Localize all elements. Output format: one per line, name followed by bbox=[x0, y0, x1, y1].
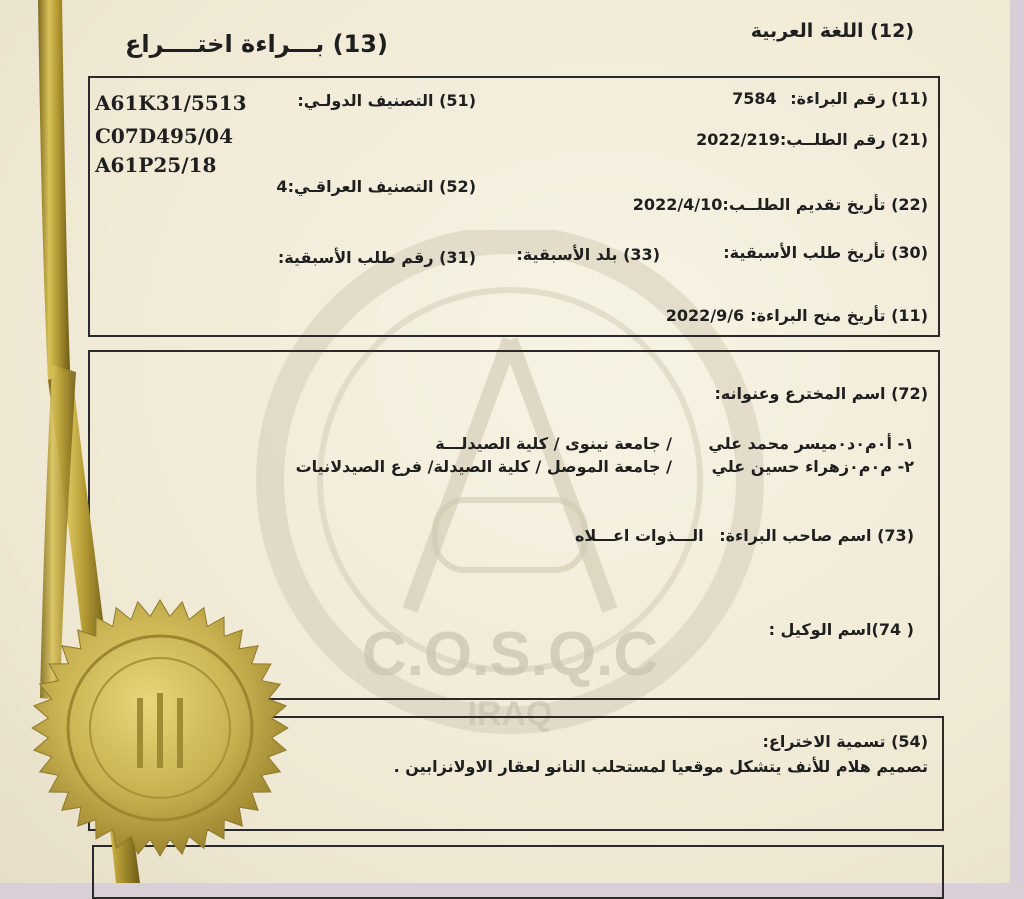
watermark-abbr: C.O.S.Q.C bbox=[361, 620, 659, 689]
owner-value: الـــذوات اعـــلاه bbox=[574, 526, 704, 545]
grant-date-row bbox=[666, 306, 928, 325]
inventor-1-address: / جامعة نينوى / كلية الصيدلـــة bbox=[435, 434, 672, 453]
patent-number-row bbox=[732, 89, 928, 108]
iraqi-class-row bbox=[276, 177, 476, 196]
patent-number-label: (11) رقم البراءة: bbox=[790, 89, 928, 108]
application-number-label: (21) رقم الطلــب: bbox=[779, 130, 928, 149]
invention-title: تصميم هلام للأنف يتشكل موقعيا لمستحلب النانو لعقار الاولانزابين . bbox=[393, 757, 928, 776]
filing-date-row bbox=[633, 195, 928, 214]
agent-label: ( 74)اسم الوكيل : bbox=[768, 620, 914, 639]
intl-class-label: (51) التصنيف الدولـي: bbox=[297, 91, 476, 110]
application-number: 2022/219 bbox=[696, 130, 780, 149]
priority-number-label: (31) رقم طلب الأسبقية: bbox=[277, 248, 476, 267]
iraqi-class-label: (52) التصنيف العراقـي: bbox=[287, 177, 476, 196]
intl-class-1: A61K31/5513 bbox=[95, 91, 247, 115]
application-number-row bbox=[696, 130, 928, 149]
background-edge bbox=[1010, 0, 1024, 883]
owner-label: (73) اسم صاحب البراءة: bbox=[719, 526, 914, 545]
priority-date-label: (30) تأريخ طلب الأسبقية: bbox=[723, 243, 928, 262]
inventor-2-address: / جامعة الموصل / كلية الصيدلة/ فرع الصيدلانيات bbox=[295, 457, 672, 476]
language-label: (12) اللغة العربية bbox=[750, 20, 914, 42]
intl-class-2: C07D495/04 bbox=[95, 124, 233, 148]
grant-date-label: (11) تأريخ منح البراءة: bbox=[750, 306, 928, 325]
watermark-country: IRAQ bbox=[467, 695, 553, 733]
iraqi-class: 4 bbox=[276, 177, 288, 196]
document-title: (13) بـــراءة اختــــراع bbox=[125, 30, 388, 58]
filing-date-label: (22) تأريخ تقديم الطلــب: bbox=[722, 195, 928, 214]
priority-country-label: (33) بلد الأسبقية: bbox=[516, 245, 660, 264]
inventor-label: (72) اسم المخترع وعنوانه: bbox=[714, 384, 928, 403]
inventor-1-name: ١- أ٠م٠د٠ميسر محمد علي bbox=[708, 434, 914, 453]
gold-seal bbox=[30, 598, 290, 858]
owner-row bbox=[575, 526, 914, 545]
invention-title-label: (54) تسمية الاختراع: bbox=[762, 732, 928, 751]
intl-class-3: A61P25/18 bbox=[95, 153, 217, 177]
inventor-2-name: ٢- م٠م٠زهراء حسين علي bbox=[711, 457, 914, 476]
filing-date: 2022/4/10 bbox=[632, 195, 723, 214]
grant-date: 2022/9/6 bbox=[665, 306, 745, 325]
patent-number: 7584 bbox=[732, 89, 777, 108]
